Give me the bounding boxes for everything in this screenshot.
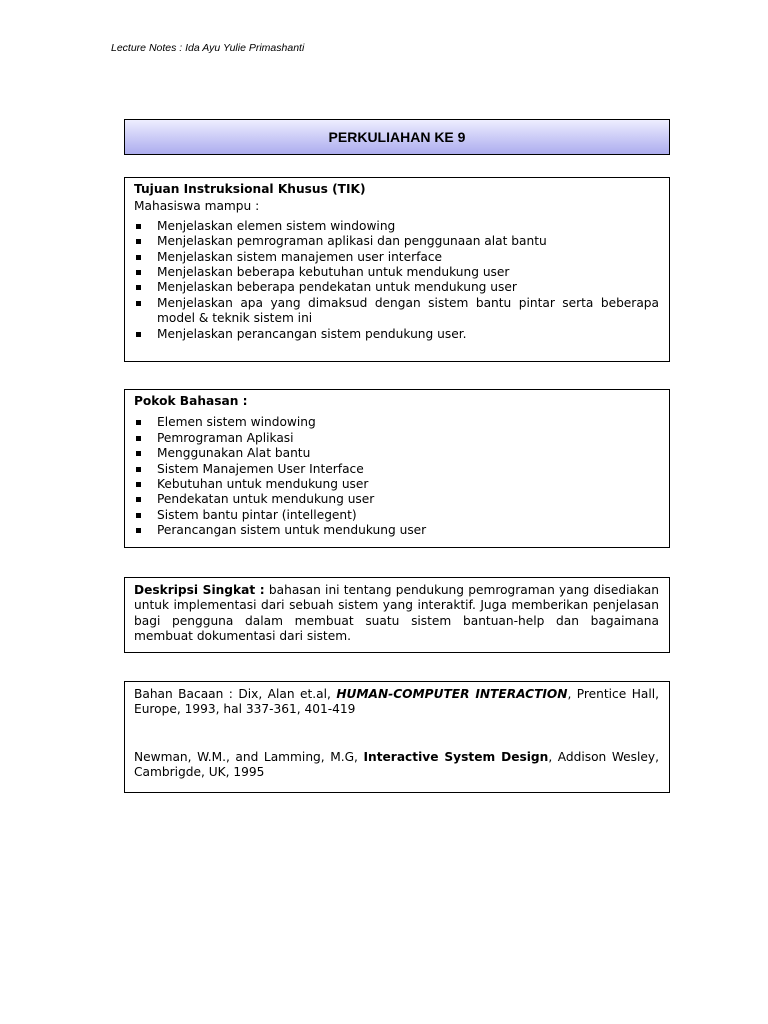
page-title: PERKULIAHAN KE 9 [124, 119, 670, 155]
list-item: Menjelaskan beberapa pendekatan untuk mendukung user [134, 280, 659, 295]
pokok-heading: Pokok Bahasan : [134, 394, 248, 408]
ref1-suffix: , Prentice Hall, Europe, 1993, hal 337-361, 401-419 [134, 687, 659, 717]
deskripsi-box [124, 577, 670, 653]
list-item: Menjelaskan elemen sistem windowing [134, 219, 659, 234]
bahan-bacaan-box [124, 681, 670, 793]
tik-list [134, 219, 659, 342]
reference-1 [134, 687, 659, 718]
pokok-bahasan-box [124, 389, 670, 548]
list-item: Menjelaskan pemrograman aplikasi dan penggunaan alat bantu [134, 234, 659, 249]
list-item: Pendekatan untuk mendukung user [134, 492, 659, 507]
list-item: Menjelaskan beberapa kebutuhan untuk mendukung user [134, 265, 659, 280]
tik-heading: Tujuan Instruksional Khusus (TIK) [134, 182, 366, 196]
tik-intro: Mahasiswa mampu : [134, 199, 260, 214]
list-item: Menjelaskan apa yang dimaksud dengan sistem bantu pintar serta beberapa model & teknik sistem ini [134, 296, 659, 327]
list-item: Menggunakan Alat bantu [134, 446, 659, 461]
list-item: Kebutuhan untuk mendukung user [134, 477, 659, 492]
list-item: Elemen sistem windowing [134, 415, 659, 430]
deskripsi-text: bahasan ini tentang pendukung pemrograman yang disediakan untuk implementasi dari sebuah sistem yang interaktif. Juga memberikan penjelasan bagi pengguna dalam membuat suatu sistem bantuan-help dan bagaimana membuat dokumentasi dari sistem. [134, 583, 660, 644]
ref1-title: HUMAN-COMPUTER INTERACTION [336, 687, 568, 701]
list-item: Sistem bantu pintar (intellegent) [134, 508, 659, 523]
deskripsi-paragraph [134, 583, 659, 645]
list-item: Menjelaskan sistem manajemen user interface [134, 250, 659, 265]
reference-2 [134, 750, 659, 781]
list-item: Perancangan sistem untuk mendukung user [134, 523, 659, 538]
list-item: Menjelaskan perancangan sistem pendukung user. [134, 327, 659, 342]
ref2-suffix: , Addison Wesley, Cambrigde, UK, 1995 [134, 749, 659, 780]
tik-box [124, 177, 670, 362]
ref2-prefix: Newman, W.M., and Lamming, M.G, [134, 749, 364, 764]
list-item: Sistem Manajemen User Interface [134, 462, 659, 477]
list-item: Pemrograman Aplikasi [134, 431, 659, 446]
ref1-prefix: Bahan Bacaan : Dix, Alan et.al, [134, 687, 337, 701]
ref2-title: Interactive System Design [363, 749, 549, 764]
pokok-list [134, 415, 659, 538]
deskripsi-label: Deskripsi Singkat : [134, 583, 265, 597]
lecture-notes-header: Lecture Notes : Ida Ayu Yulie Primashanti [111, 42, 305, 54]
